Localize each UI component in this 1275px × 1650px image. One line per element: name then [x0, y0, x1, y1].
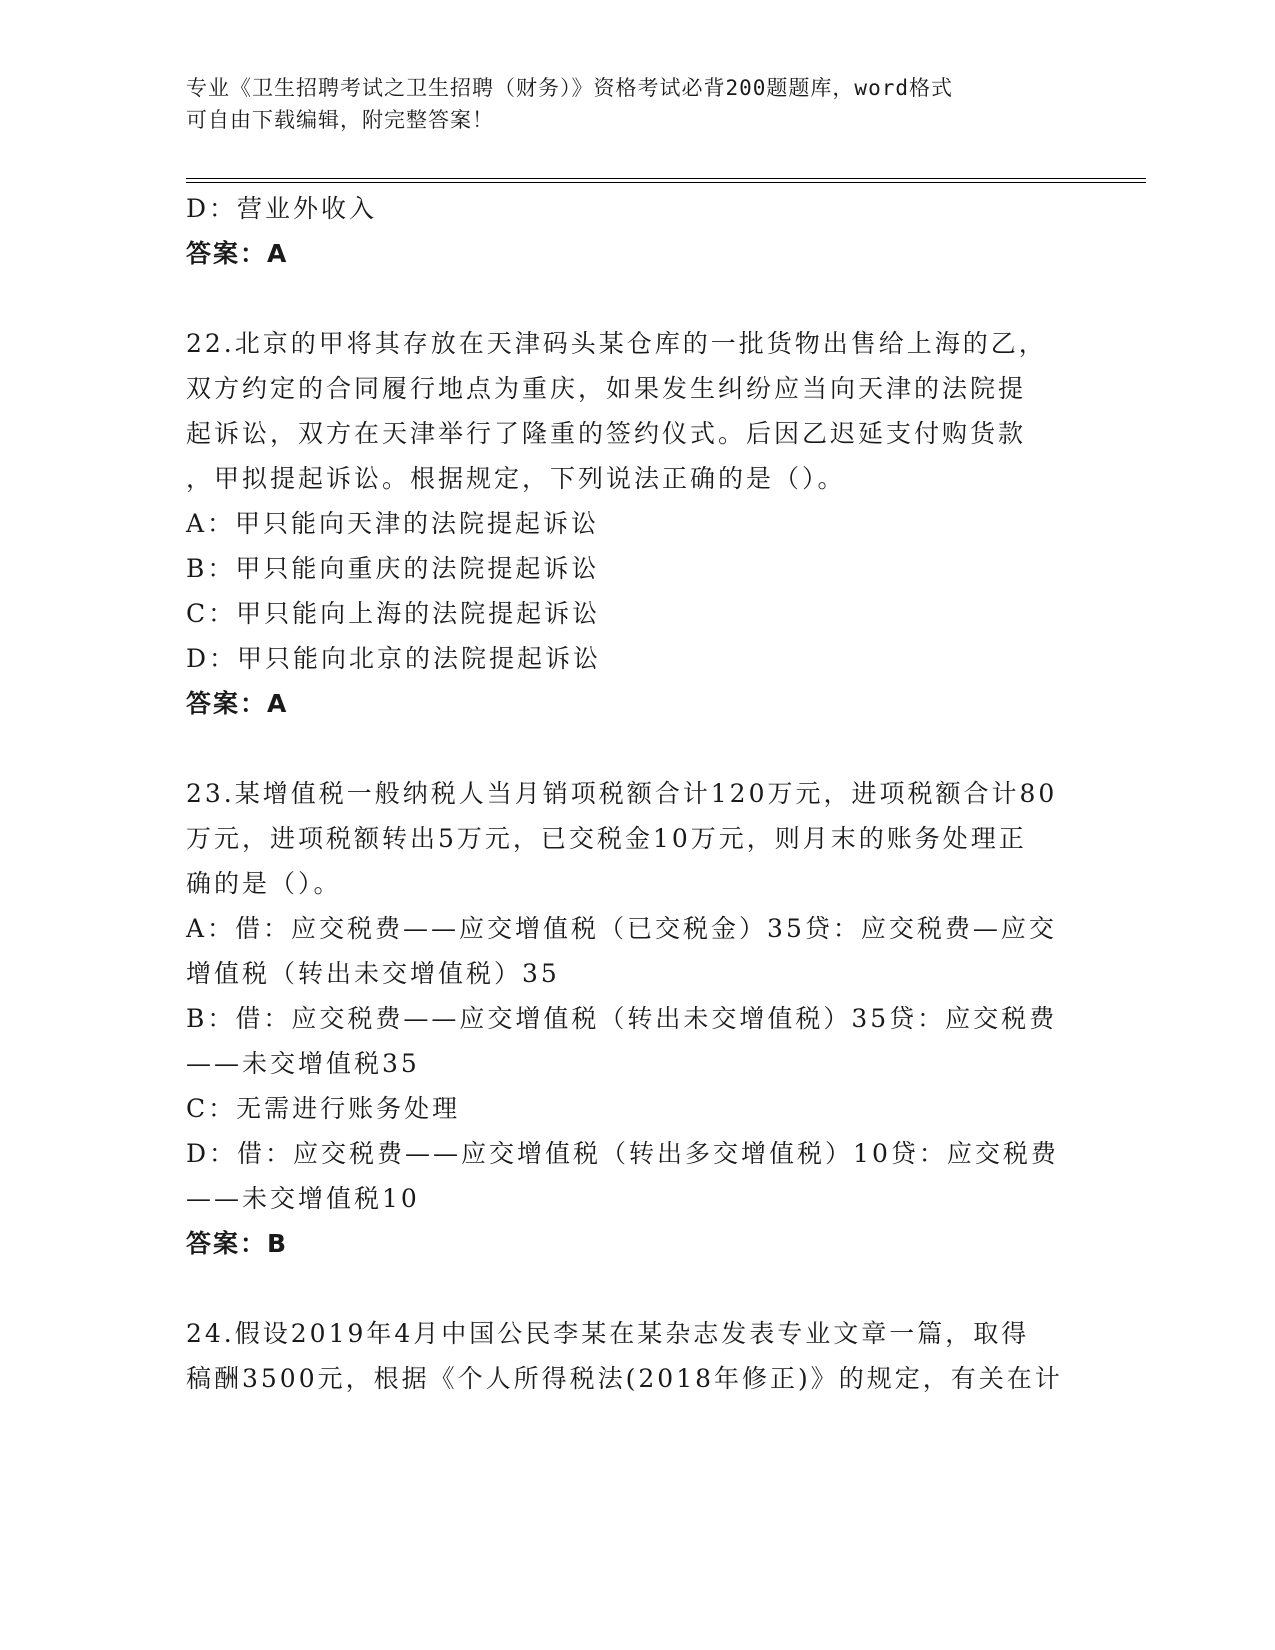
spacer — [186, 1266, 1086, 1311]
option-b: B：甲只能向重庆的法院提起诉讼 — [186, 554, 600, 583]
question-24 — [186, 1311, 1086, 1401]
answer-line: 答案：A — [186, 689, 289, 718]
option-d: D：营业外收入 — [186, 194, 378, 223]
document-header — [186, 72, 1106, 136]
question-21-tail — [186, 186, 1086, 276]
question-22 — [186, 321, 1086, 726]
answer-line: 答案：A — [186, 239, 289, 268]
document-body — [186, 186, 1086, 1401]
question-stem-line: 23.某增值税一般纳税人当月销项税额合计120万元，进项税额合计80 — [186, 779, 1058, 808]
question-stem-line: 双方约定的合同履行地点为重庆，如果发生纠纷应当向天津的法院提 — [186, 374, 1027, 403]
question-stem-line: 稿酬3500元，根据《个人所得税法(2018年修正)》的规定，有关在计 — [186, 1364, 1063, 1393]
question-stem-line: 万元，进项税额转出5万元，已交税金10万元，则月末的账务处理正 — [186, 824, 1027, 853]
option-a: A：借：应交税费——应交增值税（已交税金）35贷：应交税费—应交 — [186, 914, 1057, 943]
header-divider-top — [186, 178, 1146, 179]
spacer — [186, 726, 1086, 771]
header-line-2: 可自由下载编辑，附完整答案！ — [186, 108, 494, 132]
question-23 — [186, 771, 1086, 1266]
question-stem-line: 起诉讼，双方在天津举行了隆重的签约仪式。后因乙迟延支付购货款 — [186, 419, 1027, 448]
answer-line: 答案：B — [186, 1229, 289, 1258]
option-d-continued: ——未交增值税10 — [186, 1184, 420, 1213]
header-line-1: 专业《卫生招聘考试之卫生招聘（财务）》资格考试必背200题题库，word格式 — [186, 76, 953, 100]
header-divider-bottom — [186, 182, 1146, 183]
option-c: C：无需进行账务处理 — [186, 1094, 461, 1123]
option-b-continued: ——未交增值税35 — [186, 1049, 420, 1078]
option-b: B：借：应交税费——应交增值税（转出未交增值税）35贷：应交税费 — [186, 1004, 1058, 1033]
option-d: D：甲只能向北京的法院提起诉讼 — [186, 644, 602, 673]
question-stem-line: 22.北京的甲将其存放在天津码头某仓库的一批货物出售给上海的乙， — [186, 329, 1047, 358]
option-c: C：甲只能向上海的法院提起诉讼 — [186, 599, 601, 628]
spacer — [186, 276, 1086, 321]
option-a-continued: 增值税（转出未交增值税）35 — [186, 959, 560, 988]
question-stem-line: ，甲拟提起诉讼。根据规定，下列说法正确的是（）。 — [186, 464, 846, 493]
option-d: D：借：应交税费——应交增值税（转出多交增值税）10贷：应交税费 — [186, 1139, 1059, 1168]
option-a: A：甲只能向天津的法院提起诉讼 — [186, 509, 600, 538]
question-stem-line: 确的是（）。 — [186, 869, 342, 898]
question-stem-line: 24.假设2019年4月中国公民李某在某杂志发表专业文章一篇，取得 — [186, 1319, 1030, 1348]
